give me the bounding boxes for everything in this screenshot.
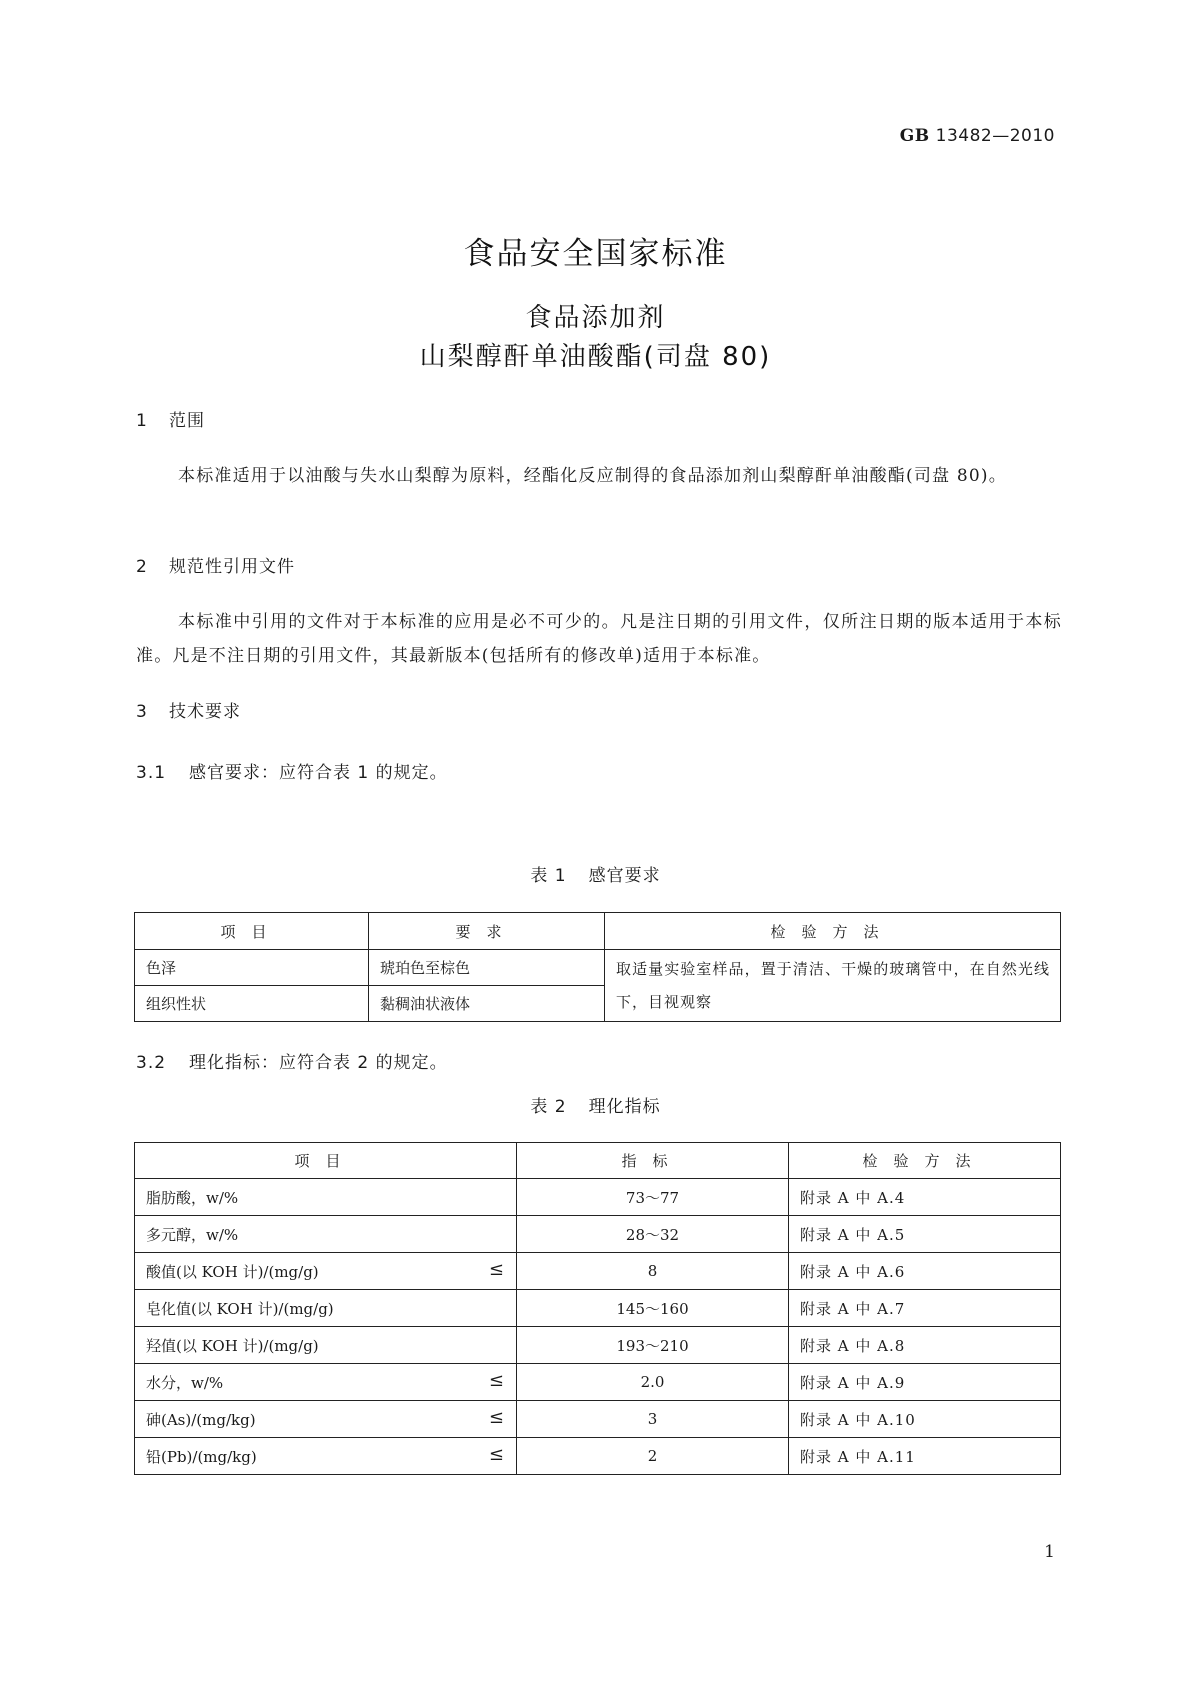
section-3-2-heading xyxy=(136,1048,448,1073)
method-cell: 附录 A 中 A.4 xyxy=(789,1179,1061,1216)
less-equal-symbol: ≤ xyxy=(488,1370,504,1391)
section-1-text: 本标准适用于以油酸与失水山梨醇为原料，经酯化反应制得的食品添加剂山梨醇酐单油酸酯(司盘 80)。 xyxy=(178,466,1007,486)
value-cell: 2 xyxy=(517,1438,789,1475)
table-caption-title: 感官要求 xyxy=(588,866,661,886)
section-number: 3.2 xyxy=(136,1053,167,1073)
sensory-requirements-table xyxy=(134,912,1061,1022)
table-row xyxy=(135,1179,1061,1216)
section-1-heading xyxy=(136,406,205,431)
standard-code xyxy=(900,126,1055,146)
item-cell xyxy=(135,1290,517,1327)
method-cell: 附录 A 中 A.7 xyxy=(789,1290,1061,1327)
item-cell: 色泽 xyxy=(135,950,369,986)
column-header: 项目 xyxy=(135,1143,517,1179)
method-cell: 附录 A 中 A.11 xyxy=(789,1438,1061,1475)
item-cell xyxy=(135,1253,517,1290)
value-cell: 193～210 xyxy=(517,1327,789,1364)
table-1-caption xyxy=(0,861,1191,886)
table-row xyxy=(135,1438,1061,1475)
item-label: 铅(Pb)/(mg/kg) xyxy=(146,1447,257,1466)
table-caption-number: 表 1 xyxy=(530,866,567,886)
section-number: 3 xyxy=(136,702,148,722)
item-label: 砷(As)/(mg/kg) xyxy=(146,1410,256,1429)
page-subtitle-2: 山梨醇酐单油酸酯(司盘 80) xyxy=(419,342,772,372)
table-row xyxy=(135,1290,1061,1327)
column-header: 指标 xyxy=(517,1143,789,1179)
standard-code-number: 13482—2010 xyxy=(935,126,1055,146)
section-2-text: 本标准中引用的文件对于本标准的应用是必不可少的。凡是注日期的引用文件，仅所注日期的版本适用于本标准。凡是不注日期的引用文件，其最新版本(包括所有的修改单)适用于本标准。 xyxy=(136,612,1062,666)
less-equal-symbol: ≤ xyxy=(488,1259,504,1280)
section-title: 理化指标：应符合表 2 的规定。 xyxy=(189,1053,448,1073)
table-header-row xyxy=(135,1143,1061,1179)
table-row xyxy=(135,1401,1061,1438)
section-3-heading xyxy=(136,697,241,722)
requirement-cell: 黏稠油状液体 xyxy=(369,986,605,1022)
page-number: 1 xyxy=(1044,1542,1055,1562)
section-2-heading xyxy=(136,552,295,577)
item-cell: 组织性状 xyxy=(135,986,369,1022)
physicochemical-indicators-table xyxy=(134,1142,1061,1475)
item-label: 多元醇，w/% xyxy=(146,1225,239,1244)
method-cell: 附录 A 中 A.6 xyxy=(789,1253,1061,1290)
item-cell xyxy=(135,1364,517,1401)
item-cell xyxy=(135,1401,517,1438)
less-equal-symbol: ≤ xyxy=(488,1444,504,1465)
item-label: 皂化值(以 KOH 计)/(mg/g) xyxy=(146,1299,334,1318)
method-cell: 附录 A 中 A.9 xyxy=(789,1364,1061,1401)
value-cell: 3 xyxy=(517,1401,789,1438)
value-cell: 28～32 xyxy=(517,1216,789,1253)
table-caption-number: 表 2 xyxy=(530,1097,567,1117)
column-header: 项目 xyxy=(135,913,369,950)
value-cell: 8 xyxy=(517,1253,789,1290)
table-caption-title: 理化指标 xyxy=(588,1097,661,1117)
table-2-caption xyxy=(0,1092,1191,1117)
item-label: 酸值(以 KOH 计)/(mg/g) xyxy=(146,1262,319,1281)
table-header-row xyxy=(135,913,1061,950)
table-row xyxy=(135,1253,1061,1290)
column-header: 检验方法 xyxy=(605,913,1061,950)
item-cell xyxy=(135,1438,517,1475)
column-header: 检验方法 xyxy=(789,1143,1061,1179)
section-title: 规范性引用文件 xyxy=(169,557,295,577)
table-row xyxy=(135,1216,1061,1253)
item-cell xyxy=(135,1327,517,1364)
section-number: 3.1 xyxy=(136,763,167,783)
item-cell xyxy=(135,1216,517,1253)
requirement-cell: 琥珀色至棕色 xyxy=(369,950,605,986)
column-header: 要求 xyxy=(369,913,605,950)
item-label: 脂肪酸，w/% xyxy=(146,1188,239,1207)
standard-code-prefix: GB xyxy=(899,126,930,146)
method-cell: 附录 A 中 A.5 xyxy=(789,1216,1061,1253)
table-row xyxy=(135,1364,1061,1401)
method-cell: 取适量实验室样品，置于清洁、干燥的玻璃管中，在自然光线下，目视观察 xyxy=(605,950,1061,1022)
item-label: 羟值(以 KOH 计)/(mg/g) xyxy=(146,1336,319,1355)
method-cell: 附录 A 中 A.8 xyxy=(789,1327,1061,1364)
section-number: 2 xyxy=(136,557,148,577)
table-row xyxy=(135,950,1061,986)
page-subtitle-1: 食品添加剂 xyxy=(525,303,666,333)
item-label: 水分，w/% xyxy=(146,1373,224,1392)
section-3-1-heading xyxy=(136,758,448,783)
value-cell: 2.0 xyxy=(517,1364,789,1401)
section-title: 技术要求 xyxy=(169,702,241,722)
less-equal-symbol: ≤ xyxy=(488,1407,504,1428)
item-cell xyxy=(135,1179,517,1216)
section-title: 范围 xyxy=(169,411,205,431)
section-number: 1 xyxy=(136,411,148,431)
value-cell: 73～77 xyxy=(517,1179,789,1216)
table-row xyxy=(135,1327,1061,1364)
method-cell: 附录 A 中 A.10 xyxy=(789,1401,1061,1438)
section-title: 感官要求：应符合表 1 的规定。 xyxy=(189,763,448,783)
value-cell: 145～160 xyxy=(517,1290,789,1327)
page-title: 食品安全国家标准 xyxy=(463,236,728,272)
